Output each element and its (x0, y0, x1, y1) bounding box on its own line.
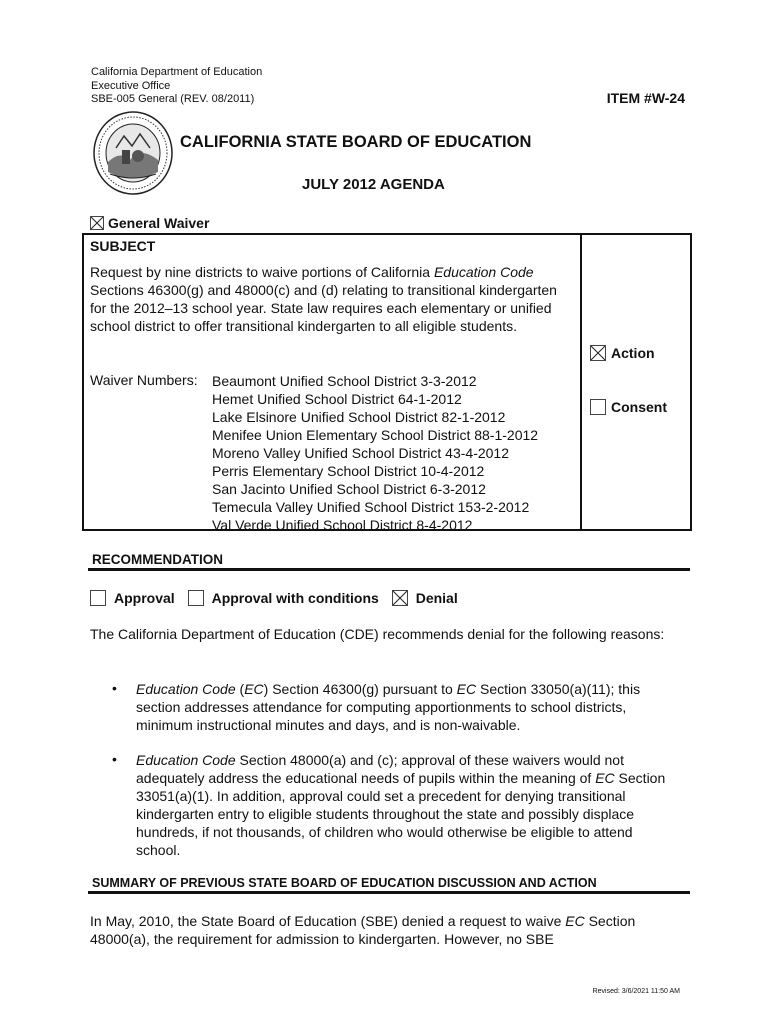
approval-checkbox[interactable] (90, 590, 106, 606)
board-title: CALIFORNIA STATE BOARD OF EDUCATION (180, 133, 532, 151)
list-item: Hemet Unified School District 64-1-2012 (212, 391, 462, 407)
item-number: ITEM #W-24 (606, 90, 685, 106)
bullet-icon: • (112, 751, 117, 767)
summary-text: In May, 2010, the State Board of Education (SBE) denied a request to waive EC Section 48000(a), the requirement for admission to kindergarten. However, no SBE (90, 913, 636, 947)
denial-label: Denial (415, 590, 458, 606)
approval-label: Approval (114, 590, 175, 606)
form-number: SBE-005 General (REV. 08/2011) (91, 93, 255, 105)
list-item: Moreno Valley Unified School District 43-4-2012 (212, 445, 509, 461)
form-header (91, 66, 262, 107)
list-item: Beaumont Unified School District 3-3-2012 (212, 373, 477, 389)
list-item: San Jacinto Unified School District 6-3-2012 (212, 481, 486, 497)
recommendation-intro: The California Department of Education (CDE) recommends denial for the following reasons: (90, 626, 665, 642)
state-seal-icon (92, 110, 174, 196)
denial-checkbox[interactable] (392, 590, 408, 606)
department-name: California Department of Education (91, 66, 263, 78)
reason-1: Education Code (EC) Section 46300(g) pursuant to EC Section 33050(a)(11); this section addresses attendance for computing apportionments to school districts, minimum instructional minutes and days, and is non-waivable. (136, 681, 641, 733)
recommendation-rule (88, 568, 690, 571)
list-item: Lake Elsinore Unified School District 82-1-2012 (212, 409, 506, 425)
revised-stamp: Revised: 3/6/2021 11:50 AM (592, 988, 680, 995)
general-waiver-checkbox[interactable] (90, 216, 104, 230)
approval-conditions-label: Approval with conditions (211, 590, 379, 606)
subject-box (82, 233, 692, 531)
summary-heading: SUMMARY OF PREVIOUS STATE BOARD OF EDUCATION DISCUSSION AND ACTION (92, 876, 597, 890)
summary-rule (88, 891, 690, 894)
waiver-list (212, 372, 538, 534)
recommendation-options (90, 590, 458, 606)
consent-option (590, 399, 667, 415)
subject-text: Request by nine districts to waive portions of California Education Code Sections 46300(g) and 48000(c) and (d) relating to transitional kindergarten for the 2012–13 school year. State law requires each elementary or unified school district to offer transitional kindergarten to all eligible students. (90, 264, 557, 334)
list-item: Menifee Union Elementary School District 88-1-2012 (212, 427, 539, 443)
list-item: Val Verde Unified School District 8-4-2012 (212, 517, 473, 533)
consent-checkbox[interactable] (590, 399, 606, 415)
list-item: Temecula Valley Unified School District 153-2-2012 (212, 499, 530, 515)
action-label: Action (611, 345, 655, 361)
subject-label: SUBJECT (90, 238, 156, 254)
agenda-title: JULY 2012 AGENDA (302, 176, 445, 193)
recommendation-heading: RECOMMENDATION (92, 552, 223, 567)
list-item: Perris Elementary School District 10-4-2012 (212, 463, 485, 479)
general-waiver-label: General Waiver (108, 215, 210, 231)
action-option (590, 345, 655, 361)
approval-conditions-checkbox[interactable] (188, 590, 204, 606)
consent-label: Consent (611, 399, 667, 415)
bullet-icon: • (112, 680, 117, 696)
action-checkbox[interactable] (590, 345, 606, 361)
general-waiver (90, 215, 209, 231)
waiver-numbers-label: Waiver Numbers: (90, 372, 198, 388)
box-divider (580, 235, 582, 529)
office-name: Executive Office (91, 79, 171, 92)
reason-2: Education Code Section 48000(a) and (c); approval of these waivers would not adequately address the educational needs of pupils within the meaning of EC Section 33051(a)(1). In addition, approval could set a precedent for denying transitional kindergarten entry to eligible students throughout the state and possibly displace hundreds, if not thousands, of children who would otherwise be eligible to attend school. (136, 752, 666, 858)
